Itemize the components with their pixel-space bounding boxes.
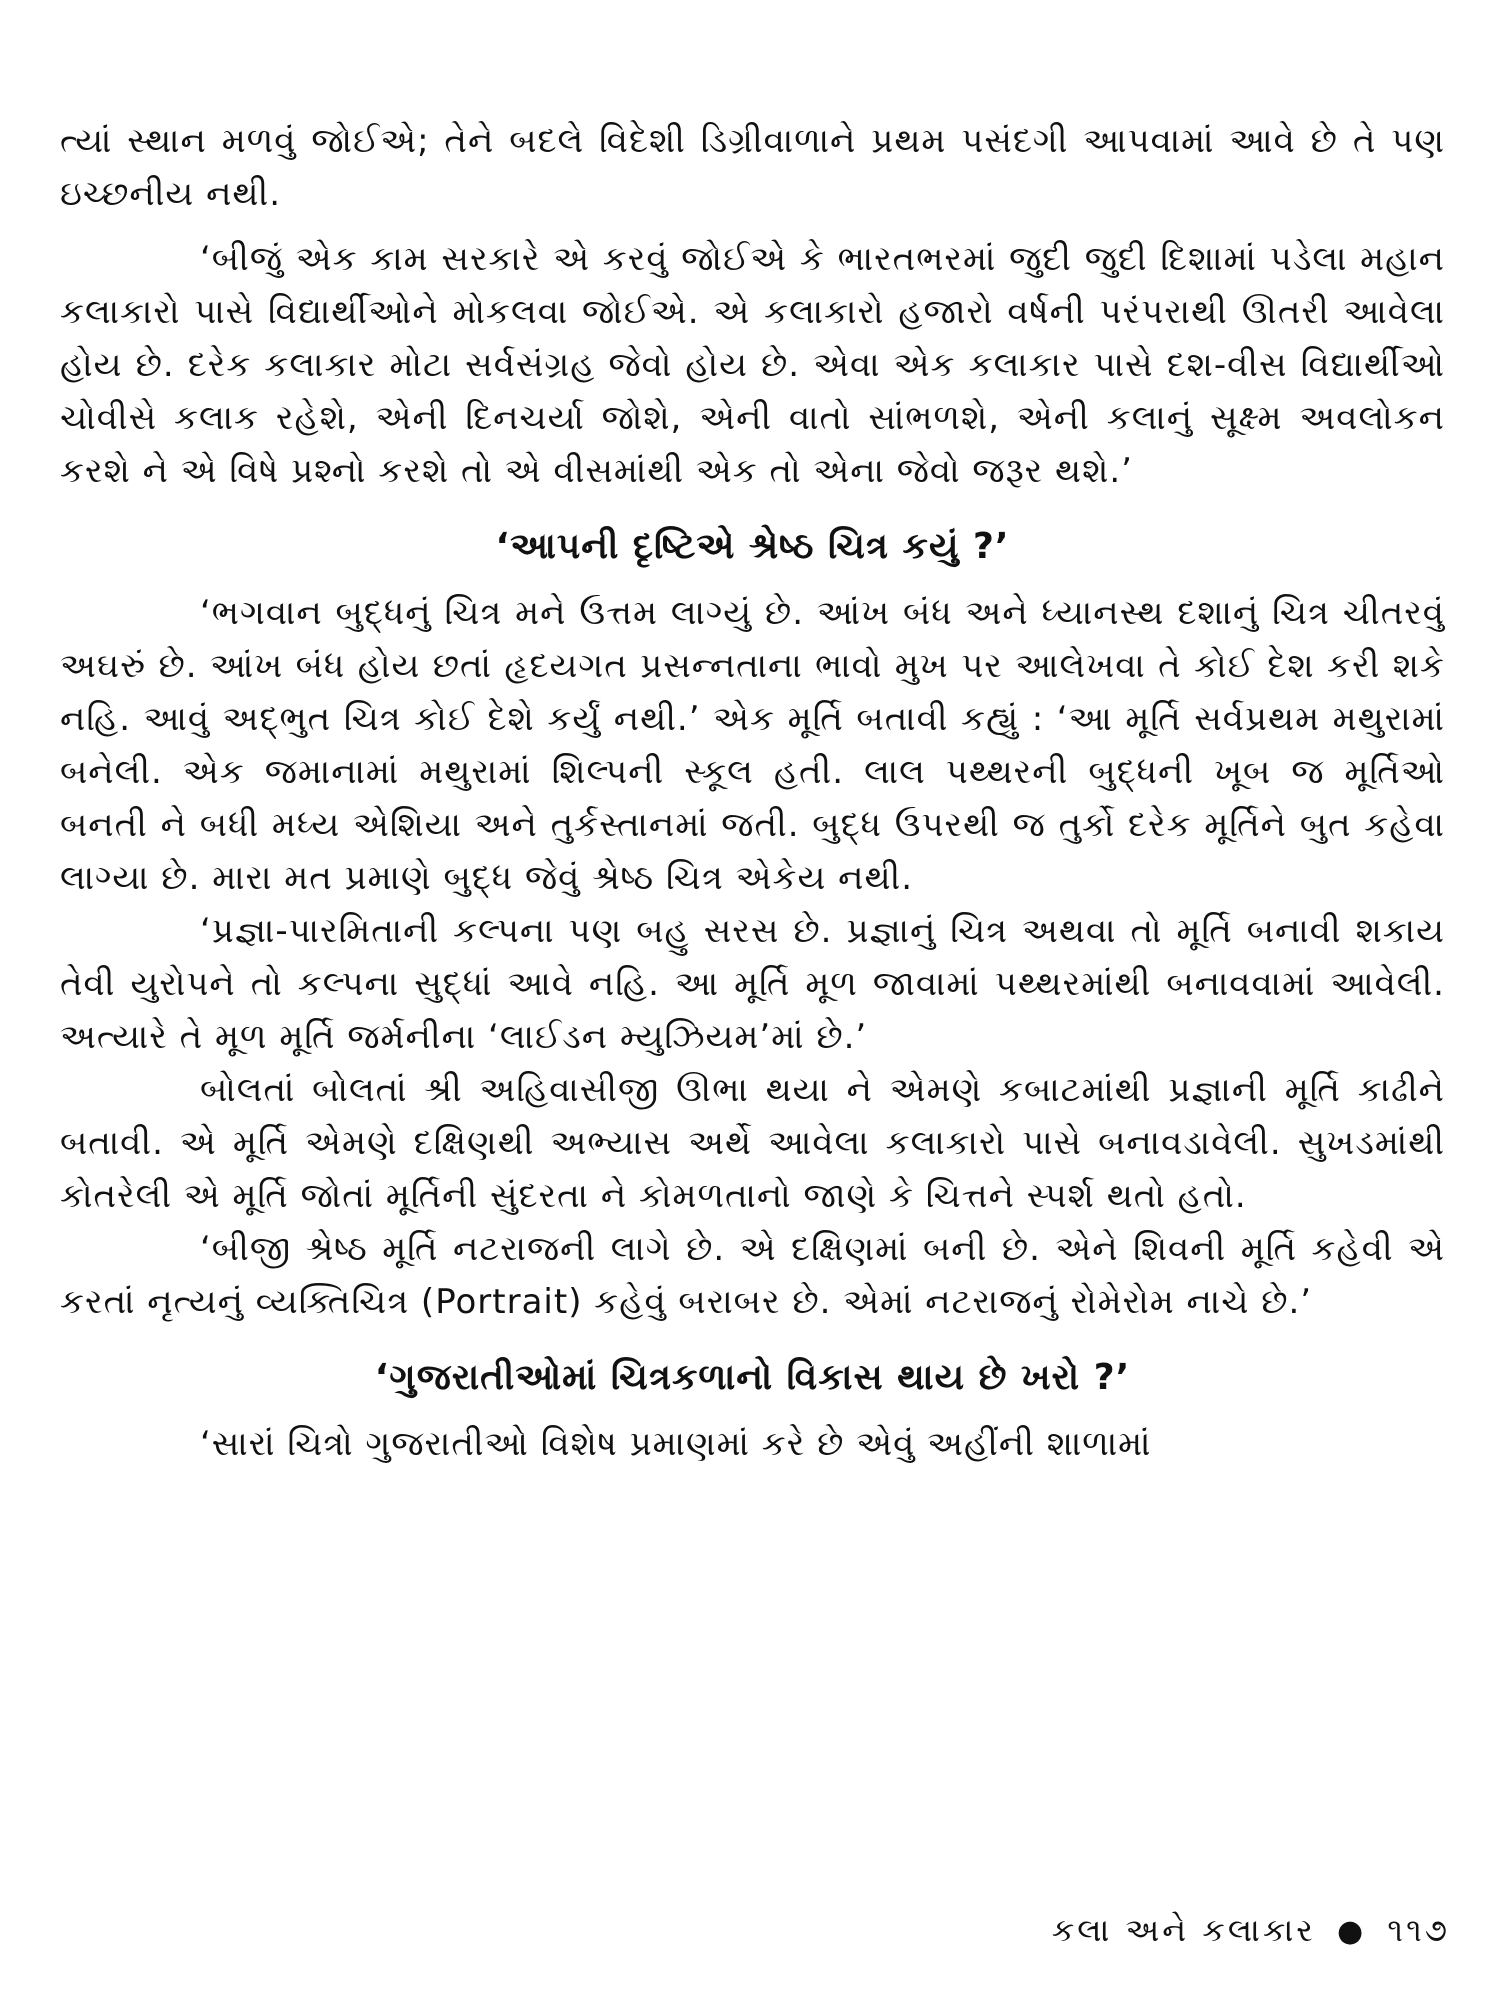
section-heading-gujarati-painting: ‘ગુજરાતીઓમાં ચિત્રકળાનો વિકાસ થાય છે ખરો ?’	[374, 1357, 1131, 1398]
footer-bullet-icon: ●	[1337, 1914, 1367, 1949]
section-heading-best-painting: ‘આપની દૃષ્ટિએ શ્રેષ્ઠ ચિત્ર કયું ?’	[495, 526, 1010, 567]
footer-page-number: ૧૧૭	[1387, 1911, 1450, 1949]
footer-book-title: કલા અને કલાકાર	[1051, 1911, 1316, 1949]
paragraph-3: ‘ભગવાન બુદ્ધનું ચિત્ર મને ઉત્તમ લાગ્યું છે. આંખ બંધ અને ધ્યાનસ્થ દશાનું ચિત્ર ચીતરવું અઘરું છે. આંખ બંધ હોય છતાં હૃદયગત પ્રસન્નતાના ભાવો મુખ પર આલેખવા તે કોઈ દેશ કરી શકે નહિ. આવું અદ્ભુત ચિત્ર કોઈ દેશે કર્યું નથી.’ એક મૂર્તિ બતાવી કહ્યું : ‘આ મૂર્તિ સર્વપ્રથમ મથુરામાં બનેલી. એક જમાનામાં મથુરામાં શિલ્પની સ્કૂલ હતી. લાલ પથ્થરની બુદ્ધની ખૂબ જ મૂર્તિઓ બનતી ને બધી મધ્ય એશિયા અને તુર્કસ્તાનમાં જતી. બુદ્ધ ઉપરથી જ તુર્કો દરેક મૂર્તિને બુત કહેવા લાગ્યા છે. મારા મત પ્રમાણે બુદ્ધ જેવું શ્રેષ્ઠ ચિત્ર એકેય નથી.	[60, 593, 1445, 898]
page-footer	[1052, 1910, 1450, 1952]
paragraph-6: ‘બીજી શ્રેષ્ઠ મૂર્તિ નટરાજની લાગે છે. એ દક્ષિણમાં બની છે. એને શિવની મૂર્તિ કહેવી એ કરતાં નૃત્યનું વ્યક્તિચિત્ર (Portrait) કહેવું બરાબર છે. એમાં નટરાજનું રોમેરોમ નાચે છે.’	[60, 1229, 1445, 1322]
paragraph-1: ત્યાં સ્થાન મળવું જોઈએ; તેને બદલે વિદેશી ડિગ્રીવાળાને પ્રથમ પસંદગી આપવામાં આવે છે તે પણ ઇચ્છનીય નથી.	[60, 121, 1445, 214]
paragraph-2: ‘બીજું એક કામ સરકારે એ કરવું જોઈએ કે ભારતભરમાં જુદી જુદી દિશામાં પડેલા મહાન કલાકારો પાસે વિદ્યાર્થીઓને મોકલવા જોઈએ. એ કલાકારો હજારો વર્ષની પરંપરાથી ઊતરી આવેલા હોય છે. દરેક કલાકાર મોટા સર્વસંગ્રહ જેવો હોય છે. એવા એક કલાકાર પાસે દશ-વીસ વિદ્યાર્થીઓ ચોવીસે કલાક રહેશે, એની દિનચર્યા જોશે, એની વાતો સાંભળશે, એની કલાનું સૂક્ષ્મ અવલોકન કરશે ને એ વિષે પ્રશ્નો કરશે તો એ વીસમાંથી એક તો એના જેવો જરૂર થશે.’	[60, 239, 1445, 491]
page-body	[60, 115, 1445, 1471]
paragraph-5: બોલતાં બોલતાં શ્રી અહિવાસીજી ઊભા થયા ને એમણે કબાટમાંથી પ્રજ્ઞાની મૂર્તિ કાઢીને બતાવી. એ મૂર્તિ એમણે દક્ષિણથી અભ્યાસ અર્થે આવેલા કલાકારો પાસે બનાવડાવેલી. સુખડમાંથી કોતરેલી એ મૂર્તિ જોતાં મૂર્તિની સુંદરતા ને કોમળતાનો જાણે કે ચિત્તને સ્પર્શ થતો હતો.	[60, 1070, 1445, 1216]
paragraph-4: ‘પ્રજ્ઞા-પારમિતાની કલ્પના પણ બહુ સરસ છે. પ્રજ્ઞાનું ચિત્ર અથવા તો મૂર્તિ બનાવી શકાય તેવી યુરોપને તો કલ્પના સુદ્ધાં આવે નહિ. આ મૂર્તિ મૂળ જાવામાં પથ્થરમાંથી બનાવવામાં આવેલી. અત્યારે તે મૂળ મૂર્તિ જર્મનીના ‘લાઈડન મ્યુઝિયમ’માં છે.’	[60, 911, 1445, 1057]
paragraph-7: ‘સારાં ચિત્રો ગુજરાતીઓ વિશેષ પ્રમાણમાં કરે છે એવું અહીંની શાળામાં	[200, 1424, 1152, 1464]
